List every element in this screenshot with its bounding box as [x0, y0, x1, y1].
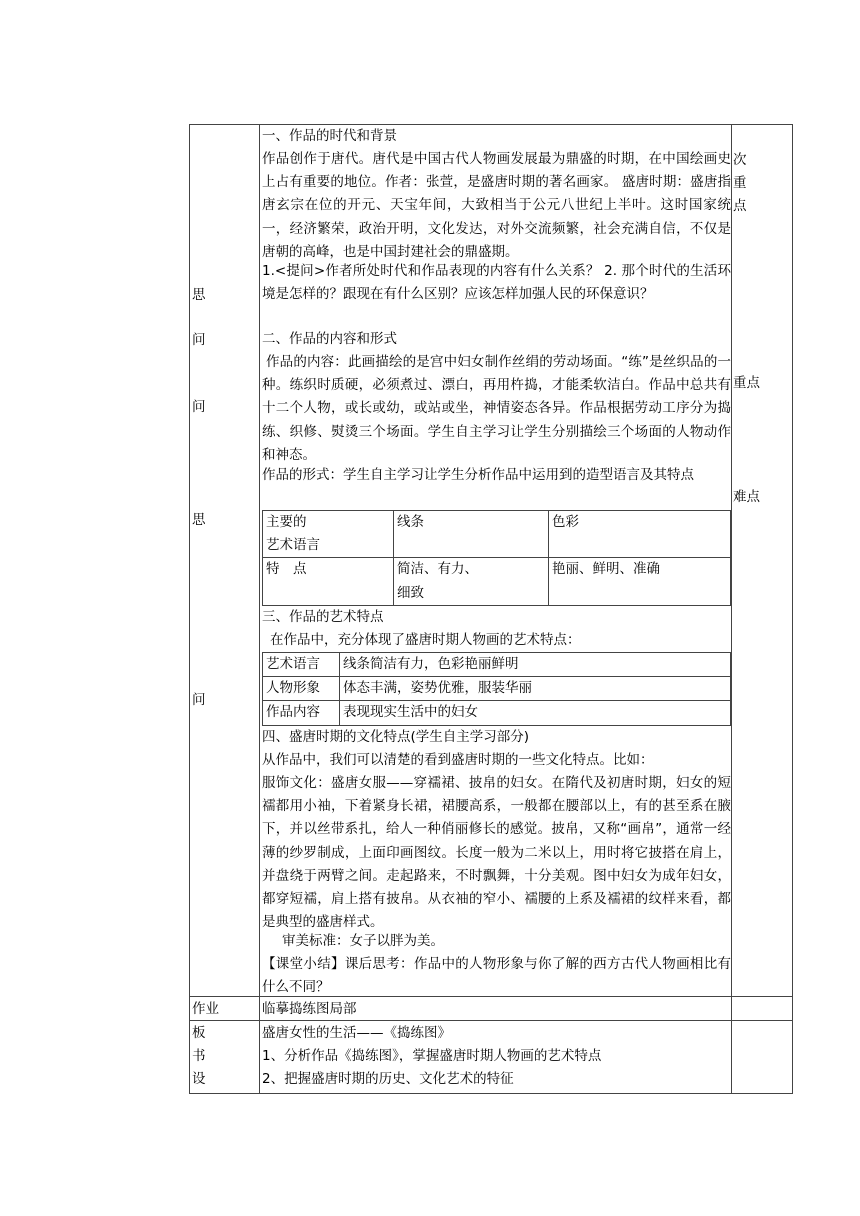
section3-intro: 在作品中，充分体现了盛唐时期人物画的艺术特点： [270, 632, 581, 648]
column-divider-left [259, 124, 260, 1094]
board-label: 板 书 设 [192, 1025, 206, 1088]
left-label-si: 思 [192, 287, 206, 303]
table-cell-header: 线条 [394, 511, 549, 558]
section2-heading: 二、作品的内容和形式 [262, 331, 397, 347]
table-cell-value: 体态丰满，姿势优雅，服装华丽 [340, 677, 731, 701]
table-cell: 艳丽、鲜明、准确 [549, 558, 731, 605]
section4-clothing-paragraph: 服饰文化：盛唐女服——穿襦裙、披帛的妇女。在隋代及初唐时期，妇女的短襦都用小袖，下着紧身长裙，裙腰高系，一般都在腰部以上，有的甚至系在腋下，并以丝带系扎，给人一种俏丽修长的感觉。披帛，又称“画帛”，通常一经薄的纱罗制成，上面印画图纹。长度一般为二米以上，用时将它披搭在肩上，并盘绕于两臂之间。走起路来，不时飘舞，十分美观。图中妇女为成年妇女，都穿短襦，肩上搭有披帛。从衣袖的窄小、襦腰的上系及襦裙的纹样来看，都是典型的盛唐样式。 [262, 775, 731, 931]
table-cell: 简洁、有力、 细致 [394, 558, 549, 605]
board-line-2: 1、分析作品《捣练图》，掌握盛唐时期人物画的艺术特点 [262, 1048, 602, 1064]
homework-label: 作业 [192, 1001, 219, 1017]
table-cell-header: 主要的 艺术语言 [263, 511, 394, 558]
homework-content: 临摹捣练图局部 [262, 1001, 357, 1017]
table-cell-label: 人物形象 [263, 677, 340, 701]
art-features-table [262, 652, 731, 726]
section3-heading: 三、作品的艺术特点 [262, 609, 384, 625]
table-cell: 特 点 [263, 558, 394, 605]
section1-heading: 一、作品的时代和背景 [262, 128, 397, 144]
table-cell-value: 表现现实生活中的妇女 [340, 701, 731, 725]
left-label-wen: 问 [192, 332, 206, 348]
left-label-wen: 问 [192, 399, 206, 415]
section2-form-paragraph: 作品的形式：学生自主学习让学生分析作品中运用到的造型语言及其特点 [262, 467, 694, 483]
section2-content-paragraph: 作品的内容：此画描绘的是宫中妇女制作丝绢的劳动场面。“练”是丝织品的一种。练织时质硬，必须煮过、漂白，再用杵捣，才能柔软洁白。作品中总共有十二个人物，或长或幼，或站或坐，神情姿态各异。作品根据劳动工序分为捣练、织修、熨烫三个场面。学生自主学习让学生分别描绘三个场面的人物动作和神态。 [262, 354, 731, 463]
section4-intro: 从作品中，我们可以清楚的看到盛唐时期的一些文化特点。比如： [262, 752, 654, 768]
section4-aesthetic: 审美标准：女子以胖为美。 [282, 933, 444, 949]
table-cell-label: 作品内容 [263, 701, 340, 725]
column-divider-right [731, 124, 732, 1094]
note-key-point: 重点 [733, 375, 760, 391]
left-label-si: 思 [192, 512, 206, 528]
section1-questions: 1.<提问>作者所处时代和作品表现的内容有什么关系？ 2. 那个时代的生活环境是怎样的？跟现在有什么区别？应该怎样加强人民的环保意识？ [262, 263, 731, 303]
note-difficult-point: 难点 [733, 489, 760, 505]
art-language-table [262, 510, 731, 606]
table-cell-header: 色彩 [549, 511, 731, 558]
table-cell-value: 线条简洁有力，色彩艳丽鲜明 [340, 653, 731, 677]
left-label-wen: 问 [192, 692, 206, 708]
class-summary: 【课堂小结】课后思考：作品中的人物形象与你了解的西方古代人物画相比有什么不同？ [262, 956, 731, 996]
section4-heading: 四、盛唐时期的文化特点(学生自主学习部分) [262, 729, 530, 745]
board-line-1: 盛唐女性的生活——《捣练图》 [262, 1025, 451, 1041]
note-secondary-key-point: 次 重 点 [733, 152, 747, 215]
section1-paragraph: 作品创作于唐代。唐代是中国古代人物画发展最为鼎盛的时期，在中国绘画史上占有重要的地位。作者：张萱，是盛唐时期的著名画家。 盛唐时期：盛唐指唐玄宗在位的开元、天宝年间，大致相当于公元八世纪上半叶。这时国家统一，经济繁荣，政治开明，文化发达，对外交流频繁，社会充满自信，不仅是唐朝的高峰，也是中国封建社会的鼎盛期。 [262, 151, 731, 260]
board-line-3: 2、把握盛唐时期的历史、文化艺术的特征 [262, 1071, 514, 1087]
table-cell-label: 艺术语言 [263, 653, 340, 677]
